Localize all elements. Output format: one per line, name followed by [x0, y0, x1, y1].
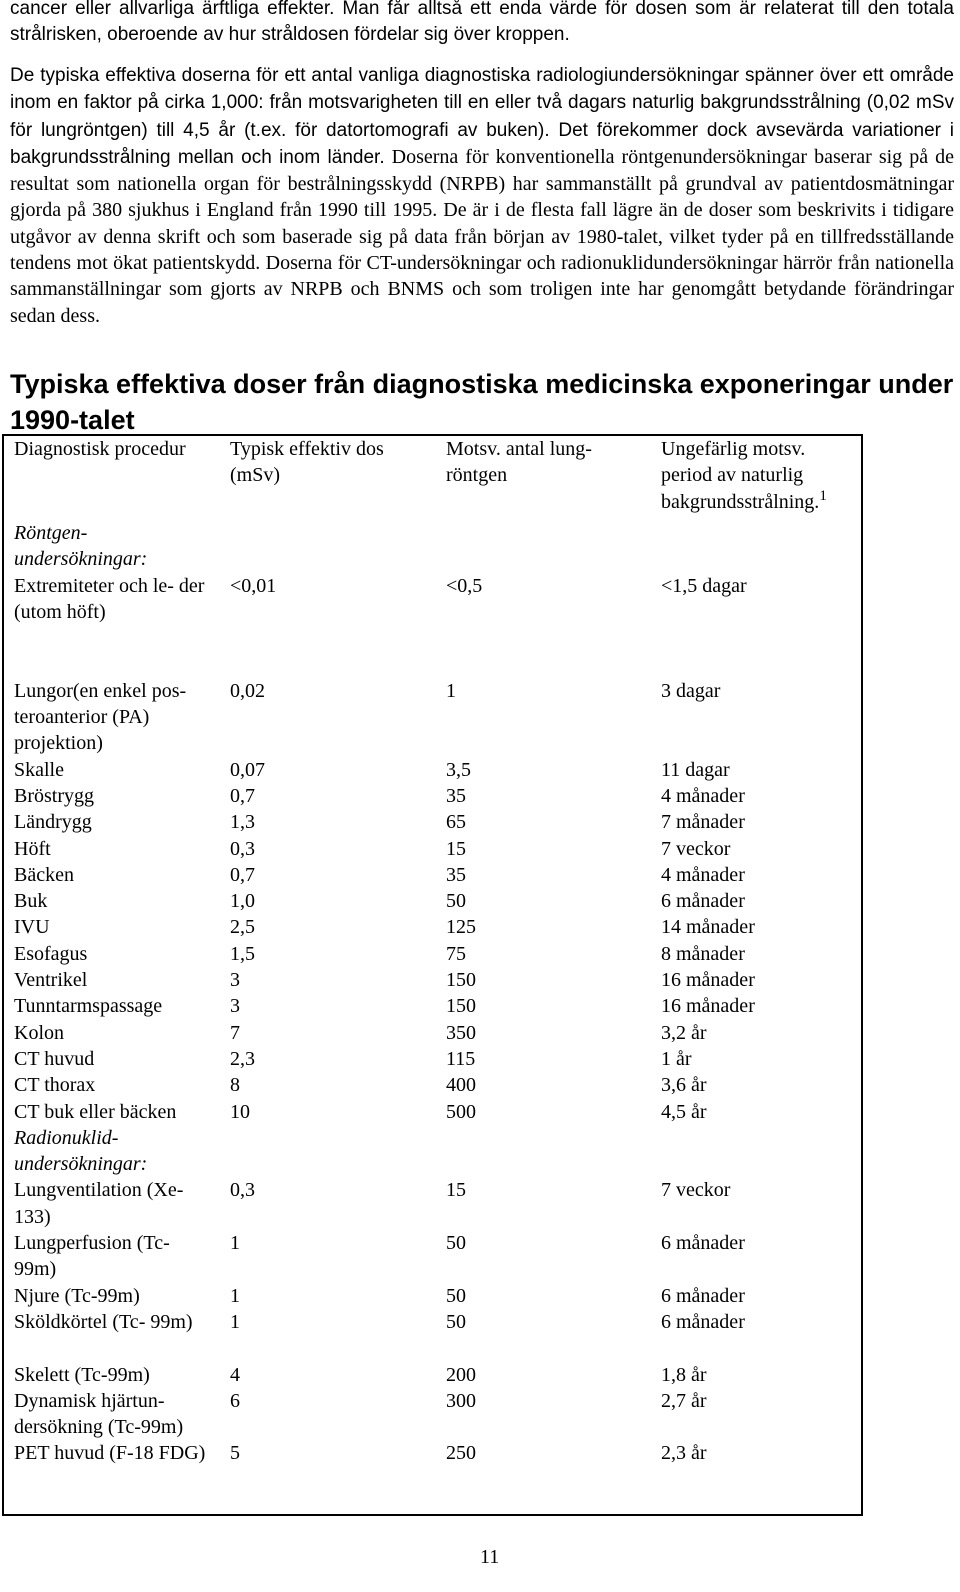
cell-chest-equivalent: 125 [446, 916, 476, 939]
cell-background-period: 3,6 år [661, 1074, 707, 1097]
cell-procedure: IVU [14, 916, 50, 939]
cell-dose: 10 [230, 1100, 250, 1123]
cell-procedure: Dynamisk hjärtun- dersökning (Tc-99m) [14, 1389, 184, 1439]
cell-procedure: Buk [14, 890, 48, 913]
cell-dose: 1 [230, 1232, 240, 1254]
section-heading: Typiska effektiva doser från diagnostiska medicinska exponeringar under 1990-talet [10, 369, 954, 435]
cell-background-period: 14 månader [661, 916, 755, 939]
cell-dose: 6 [230, 1389, 240, 1412]
cell-dose: 5 [230, 1442, 240, 1465]
cell-procedure: Sköldkörtel (Tc- 99m) [14, 1310, 193, 1333]
cell-background-period: 1,8 år [661, 1363, 707, 1386]
cell-dose: <0,01 [230, 574, 277, 597]
cell-dose: 0,7 [230, 784, 255, 807]
cell-chest-equivalent: 200 [446, 1363, 476, 1386]
cell-dose: 4 [230, 1363, 240, 1386]
cell-background-period: 16 månader [661, 995, 755, 1018]
cell-background-period: 6 månader [661, 1284, 745, 1307]
cell-procedure: Ventrikel [14, 969, 88, 991]
cell-procedure: Ländrygg [14, 811, 92, 834]
paragraph-typical-doses [10, 62, 954, 329]
cell-procedure: Njure (Tc-99m) [14, 1284, 140, 1307]
cell-background-period: 4,5 år [661, 1100, 707, 1123]
paragraph-conventional-doses: Doserna för konventionella röntgenundersökningar baserar sig på de resultat som nationella organ för bestrålningsskydd (NRPB) har sammanställt på grundval av patientdosmätningar gjorda på 380 sjukhus i England från 1990 till 1995. De är i de flesta fall lägre än de doser som beskrivits i tidigare utgåvor av denna skrift och som baserade sig på data från början av 1980-talet, vilket tyder på en tillfredsställande tendens mot ökat patientskydd. Doserna för CT-undersökningar och radionuklidundersökningar härrör från nationella sammanställningar som gjorts av NRPB och BNMS och som troligen inte har genomgått betydande förändringar sedan dess. [10, 145, 954, 327]
header-background-period-text: Ungefärlig motsv. period av naturlig bakgrundsstrålning. [661, 438, 820, 513]
cell-chest-equivalent: 150 [446, 969, 476, 991]
cell-background-period: 6 månader [661, 1310, 745, 1333]
cell-chest-equivalent: 35 [446, 784, 466, 807]
header-procedure: Diagnostisk procedur [14, 438, 186, 460]
cell-background-period: 8 månader [661, 942, 745, 965]
cell-dose: 1 [230, 1310, 240, 1333]
cell-procedure: CT huvud [14, 1047, 95, 1070]
cell-dose: 2,5 [230, 916, 255, 939]
cell-background-period: <1,5 dagar [661, 574, 747, 597]
cell-chest-equivalent: 1 [446, 679, 456, 702]
cell-dose: 3 [230, 995, 240, 1018]
cell-procedure: CT thorax [14, 1074, 96, 1097]
cell-chest-equivalent: <0,5 [446, 574, 483, 597]
cell-procedure: Extremiteter och le- der (utom höft) [14, 574, 205, 623]
cell-chest-equivalent: 15 [446, 837, 466, 860]
cell-background-period: 2,7 år [661, 1389, 707, 1412]
cell-background-period: 7 veckor [661, 1179, 731, 1202]
cell-dose: 3 [230, 969, 240, 991]
cell-chest-equivalent: 350 [446, 1021, 476, 1044]
cell-procedure: Lungperfusion (Tc- 99m) [14, 1232, 170, 1281]
cell-dose: 2,3 [230, 1047, 255, 1070]
cell-dose: 1,5 [230, 942, 255, 965]
cell-chest-equivalent: 35 [446, 863, 466, 886]
cell-procedure: Esofagus [14, 942, 88, 965]
cell-chest-equivalent: 250 [446, 1442, 476, 1465]
cell-procedure: Bröstrygg [14, 784, 94, 807]
cell-dose: 1,0 [230, 890, 255, 913]
cell-dose: 0,3 [230, 1179, 255, 1202]
cell-procedure: Höft [14, 837, 51, 860]
cell-dose: 1 [230, 1284, 240, 1307]
cell-chest-equivalent: 15 [446, 1179, 466, 1202]
cell-chest-equivalent: 50 [446, 1232, 466, 1254]
cell-background-period: 16 månader [661, 969, 755, 991]
cell-background-period: 2,3 år [661, 1442, 707, 1465]
cell-background-period: 4 månader [661, 863, 745, 886]
section-label: Röntgen- undersökningar: [14, 521, 148, 571]
cell-background-period: 6 månader [661, 1232, 745, 1254]
cell-procedure: Kolon [14, 1021, 64, 1044]
cell-background-period: 7 månader [661, 811, 745, 834]
cell-procedure: CT buk eller bäcken [14, 1100, 177, 1123]
cell-chest-equivalent: 500 [446, 1100, 476, 1123]
cell-procedure: PET huvud (F-18 FDG) [14, 1442, 206, 1465]
cell-chest-equivalent: 115 [446, 1047, 476, 1070]
cell-procedure: Lungventilation (Xe- 133) [14, 1179, 184, 1228]
header-effective-dose: Typisk effektiv dos (mSv) [230, 438, 384, 487]
section-label: Radionuklid- undersökningar: [14, 1126, 148, 1176]
page-number: 11 [480, 1546, 500, 1568]
cell-dose: 1,3 [230, 811, 255, 834]
header-background-period [661, 436, 861, 515]
cell-chest-equivalent: 75 [446, 942, 466, 965]
cell-chest-equivalent: 50 [446, 890, 466, 913]
paragraph-typical-doses-sans: De typiska effektiva doserna för ett antal vanliga diagnostiska radiologiundersökningar spänner över ett område inom en faktor på cirka 1,000: från motsvarigheten till en eller två dagars naturlig bakgrundsstrålning (0,02 mSv för lungröntgen) till 4,5 år (t.ex. för datortomografi av buken). Det förekommer dock avsevärda variationer i bakgrundsstrålning mellan och inom länder. [10, 65, 954, 168]
cell-dose: 0,7 [230, 863, 255, 886]
cell-dose: 7 [230, 1021, 240, 1044]
cell-background-period: 1 år [661, 1047, 692, 1070]
cell-chest-equivalent: 3,5 [446, 758, 471, 781]
cell-chest-equivalent: 150 [446, 995, 476, 1018]
cell-procedure: Lungor(en enkel pos- teroanterior (PA) projektion) [14, 679, 187, 755]
cell-background-period: 6 månader [661, 890, 745, 913]
header-chest-xray-equivalent: Motsv. antal lung- röntgen [446, 438, 592, 487]
cell-dose: 0,02 [230, 679, 265, 702]
cell-background-period: 11 dagar [661, 758, 730, 781]
cell-procedure: Skalle [14, 758, 64, 781]
cell-chest-equivalent: 50 [446, 1310, 466, 1333]
cell-background-period: 4 månader [661, 784, 745, 807]
cell-background-period: 3,2 år [661, 1021, 707, 1044]
cell-procedure: Skelett (Tc-99m) [14, 1363, 150, 1386]
cell-chest-equivalent: 50 [446, 1284, 466, 1307]
paragraph-intro-continuation: cancer eller allvarliga ärftliga effekter. Man får alltså ett enda värde för dosen som är relaterat till den totala strålrisken, oberoende av hur stråldosen fördelar sig över kroppen. [10, 0, 954, 46]
cell-procedure: Bäcken [14, 863, 74, 886]
cell-background-period: 3 dagar [661, 679, 721, 702]
cell-dose: 0,3 [230, 837, 255, 860]
cell-procedure: Tunntarmspassage [14, 995, 163, 1018]
cell-dose: 8 [230, 1074, 240, 1097]
dose-table [2, 434, 863, 1516]
cell-background-period: 7 veckor [661, 837, 731, 860]
cell-chest-equivalent: 300 [446, 1389, 476, 1412]
cell-chest-equivalent: 65 [446, 811, 466, 834]
footnote-mark: 1 [819, 487, 827, 504]
cell-dose: 0,07 [230, 758, 265, 781]
cell-chest-equivalent: 400 [446, 1074, 476, 1097]
